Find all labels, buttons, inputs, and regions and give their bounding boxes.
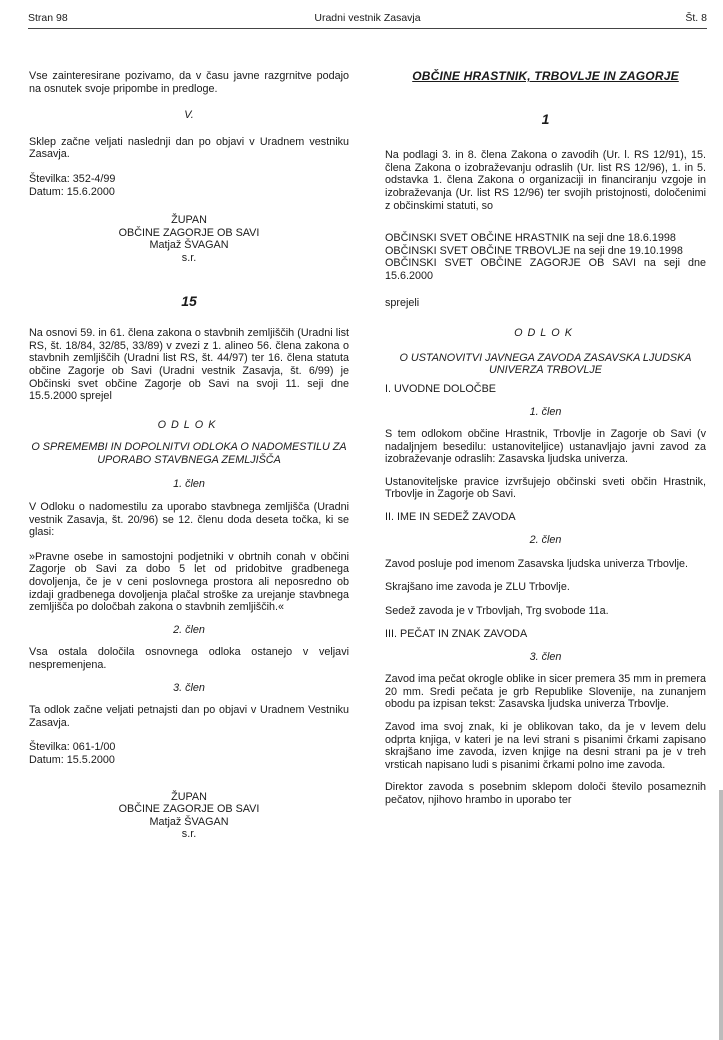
signature-title: ŽUPAN (171, 214, 207, 227)
right-clen-1-heading: 1. člen (529, 405, 562, 418)
right-clen-1-p1: S tem odlokom občine Hrastnik, Trbovlje in Zagorje ob Savi (v nadaljnjem besedilu: ustanoviteljice) ustanavljajo javni zavod za izobraževanje odraslih: Zasavska ljudska univerza. (385, 428, 706, 466)
right-odlok-heading: ODLOK (514, 327, 577, 340)
right-clen-2-p2: Skrajšano ime zavoda je ZLU Trbovlje. (385, 580, 570, 593)
right-clen-3-p3: Direktor zavoda s posebnim sklepom določi število posameznih pečatov, njihovo hrambo in uporabo ter (385, 781, 706, 806)
signature-name-2: Matjaž ŠVAGAN (149, 815, 229, 828)
left-column (29, 70, 349, 841)
right-preamble: Na podlagi 3. in 8. člena Zakona o zavodih (Ur. l. RS 12/91), 15. člena Zakona o izobraževanju odraslih (Ur. list RS 12/96), 1. in 5. odstavka 1. člena Zakona o organizaciji in financiranju vzgoje in izobraževanja (Ur. list RS 12/96) ter svojih pristojnosti, določenimi z občinskimi statuti, so (385, 149, 706, 212)
heading-ime-sedez: II. IME IN SEDEŽ ZAVODA (385, 511, 516, 524)
signature-title-2: ŽUPAN (171, 790, 207, 803)
odlok-heading: ODLOK (157, 418, 221, 431)
page-header (28, 10, 707, 29)
signature-sr: s.r. (181, 251, 197, 264)
section-title: OBČINE HRASTNIK, TRBOVLJE IN ZAGORJE (412, 69, 679, 83)
odlok-title: O SPREMEMBI IN DOPOLNITVI ODLOKA O NADOMESTILU ZA UPORABO STAVBNEGA ZEMLJIŠČA (31, 441, 347, 466)
right-clen-2-p1: Zavod posluje pod imenom Zasavska ljudska univerza Trbovlje. (385, 558, 689, 571)
sprejeli-text: sprejeli (385, 296, 420, 309)
preamble-paragraph: Na osnovi 59. in 61. člena zakona o stavbnih zemljiščih (Uradni list RS, št. 18/84, 32/85, 33/89) v zvezi z 1. alineo 56. člena zakona o stavbnih zemljiščih (Uradni list RS, št. 44/97) ter 16. člena statuta občine Zagorje ob Savi (Uradni vestnik Zasavja, št. 6/99) je Občinski svet občine Zagorje ob Savi na svoji 11. seji dne 15.5.2000 sprejel (29, 327, 349, 403)
right-clen-3-p2: Zavod ima svoj znak, ki je oblikovan tako, da je v levem delu odprta knjiga, v kateri je na levi strani s pisanimi črkami zapisano skrajšano ime zavoda, izven knjige na desni strani pa je v treh vrsticah napisano ludi s pisanimi črkami polno ime zavoda. (385, 721, 706, 771)
right-column (385, 70, 706, 807)
right-clen-1-p2: Ustanoviteljske pravice izvršujejo občinski sveti občin Hrastnik, Trbovlje in Zagorje ob Savi. (385, 475, 706, 501)
signature-municipality: OBČINE ZAGORJE OB SAVI (118, 226, 260, 239)
right-odlok-title: O USTANOVITVI JAVNEGA ZAVODA ZASAVSKA LJUDSKA UNIVERZA TRBOVLJE (399, 351, 692, 377)
clen-2-text: Vsa ostala določila osnovnega odloka ostanejo v veljavi nespremenjena. (29, 646, 349, 671)
page-edge-shadow (719, 790, 723, 1040)
right-clen-2-heading: 2. člen (529, 533, 562, 546)
quote-paragraph: »Pravne osebe in samostojni podjetniki v obrtnih conah v občini Zagorje ob Savi za dobo 5 let od pridobitve gradbenega dovoljenja, če je v ceni poslovnega prostora ali neposredno ob izdaji gradbenega dovoljenja plačal stroške za urejanje stavbnega zemljišča po določbah zakona o stavbnih zemljiščih.« (29, 550, 349, 614)
heading-uvodne-dolocbe: I. UVODNE DOLOČBE (385, 382, 496, 395)
publication-title: Uradni vestnik Zasavja (314, 12, 421, 24)
sklep-paragraph: Sklep začne veljati naslednji dan po objavi v Uradnem vestniku Zasavja. (29, 135, 349, 161)
issue-number: Št. 8 (685, 12, 707, 24)
right-clen-2-p3: Sedež zavoda je v Trbovljah, Trg svobode 11a. (385, 605, 609, 618)
page-number: Stran 98 (28, 12, 68, 24)
council-hrastnik: OBČINSKI SVET OBČINE HRASTNIK na seji dne 18.6.1998 (385, 232, 676, 245)
right-clen-3-heading: 3. člen (529, 650, 562, 663)
clen-1-text: V Odloku o nadomestilu za uporabo stavbnega zemljišča (Uradni vestnik Zasavja, št. 20/96) se 12. členu doda deseta točka, ki se glasi: (29, 501, 349, 539)
clen-3-text: Ta odlok začne veljati petnajsti dan po objavi v Uradnem Vestniku Zasavja. (29, 704, 349, 729)
signature-block-2 (29, 791, 349, 841)
council-zagorje: OBČINSKI SVET OBČINE ZAGORJE OB SAVI na seji dne 15.6.2000 (385, 257, 706, 282)
right-clen-3-p1: Zavod ima pečat okrogle oblike in sicer premera 35 mm in premera 20 mm. Sredi pečata je grb Republike Slovenije, na zunanjem obodu pa izpisan tekst: Zasavska ljudska univerza Trbovlje. (385, 673, 706, 711)
heading-pecat-znak: III. PEČAT IN ZNAK ZAVODA (385, 628, 528, 641)
signature-name: Matjaž ŠVAGAN (149, 239, 229, 252)
council-trbovlje: OBČINSKI SVET OBČINE TRBOVLJE na seji dne 19.10.1998 (385, 244, 683, 257)
roman-numeral-v: V. (184, 109, 194, 122)
clen-1-heading: 1. člen (173, 478, 205, 491)
clen-2-heading: 2. člen (173, 623, 205, 636)
document-number-2: Številka: 061-1/00 (29, 741, 116, 754)
article-number-1: 1 (541, 110, 550, 127)
signature-sr-2: s.r. (181, 828, 197, 841)
clen-3-heading: 3. člen (173, 681, 205, 694)
signature-municipality-2: OBČINE ZAGORJE OB SAVI (118, 803, 260, 816)
article-number-15: 15 (181, 292, 197, 309)
document-number: Številka: 352-4/99 (29, 172, 116, 185)
document-date-2: Datum: 15.5.2000 (29, 753, 115, 766)
document-date: Datum: 15.6.2000 (29, 185, 115, 198)
intro-paragraph: Vse zainteresirane pozivamo, da v času javne razgrnitve podajo na osnutek svoje pripombe in predloge. (29, 70, 349, 95)
signature-block (29, 214, 349, 264)
